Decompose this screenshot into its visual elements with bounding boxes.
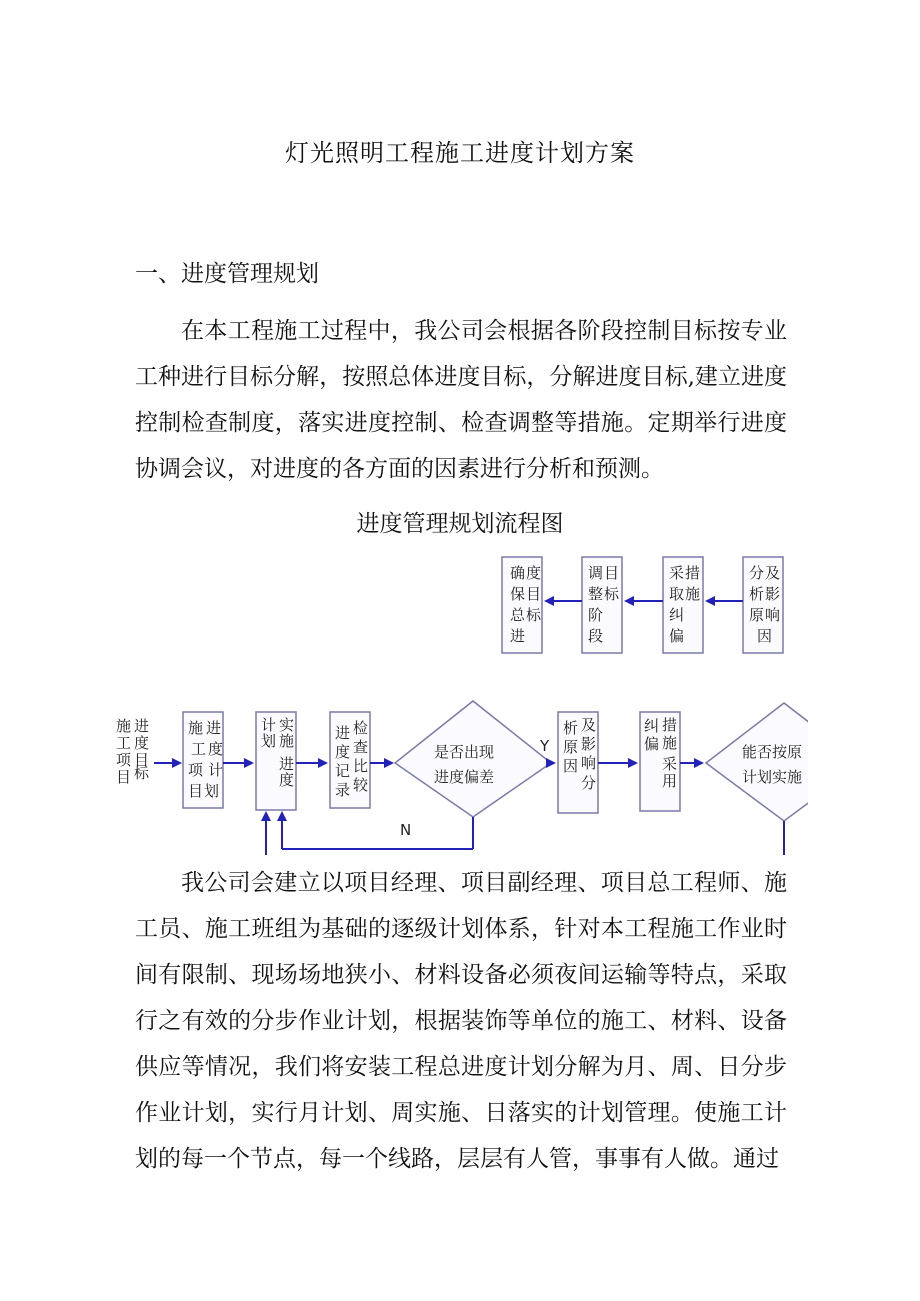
box-analyze-char-6: 响 bbox=[765, 606, 781, 624]
box-compare-char-2: 检 bbox=[353, 719, 369, 737]
box-implement-char-1: 计 bbox=[261, 716, 277, 734]
start-char-3: 工 bbox=[116, 734, 132, 752]
document-title: 灯光照明工程施工进度计划方案 bbox=[285, 139, 635, 167]
box-analyze2-char-6: 响 bbox=[581, 754, 597, 772]
box-analyze-char-3: 析 bbox=[749, 585, 765, 603]
diamond-plan-line-2: 计划实施 bbox=[742, 768, 803, 786]
box-ensure-char-4: 目 bbox=[526, 585, 542, 603]
box-target-char-8: 划 bbox=[204, 782, 220, 800]
box-measures-char-4: 施 bbox=[685, 585, 701, 603]
paragraph-intro: 在本工程施工过程中，我公司会根据各阶段控制目标按专业工种进行目标分解，按照总体进度目标，分解进度目标,建立进度控制检查制度，落实进度控制、检查调整等措施。定期举行进度协调会议，对进度的各方面的因素进行分析和预测。 bbox=[135, 318, 787, 482]
box-adjust-char-2: 目 bbox=[604, 564, 620, 582]
box-correct-char-3: 偏 bbox=[644, 735, 660, 753]
box-correct-char-2: 措 bbox=[662, 716, 678, 734]
box-measures-char-1: 采 bbox=[669, 564, 685, 582]
box-analyze2-char-4: 影 bbox=[581, 735, 597, 753]
diamond-deviation-line-2: 进度偏差 bbox=[434, 768, 495, 786]
box-measures-char-2: 措 bbox=[685, 564, 701, 582]
box-adjust-char-4: 标 bbox=[604, 585, 620, 603]
start-char-7: 目 bbox=[116, 768, 132, 786]
box-adjust-char-5: 阶 bbox=[588, 606, 604, 624]
box-adjust-char-3: 整 bbox=[588, 585, 604, 603]
start-char-2: 进 bbox=[134, 717, 150, 735]
box-ensure-char-2: 度 bbox=[526, 564, 542, 582]
start-char-8: 标 bbox=[134, 764, 150, 782]
box-analyze2-char-3: 原 bbox=[563, 738, 579, 756]
box-ensure-char-3: 保 bbox=[510, 585, 526, 603]
box-compare-char-7: 录 bbox=[335, 781, 351, 799]
box-implement-char-3: 划 bbox=[261, 732, 277, 750]
box-implement-char-2: 实 bbox=[279, 716, 295, 734]
box-compare-char-4: 查 bbox=[353, 738, 369, 756]
start-char-4: 度 bbox=[134, 734, 150, 752]
box-analyze-char-4: 影 bbox=[765, 585, 781, 603]
box-analyze-char-1: 分 bbox=[749, 564, 765, 582]
box-ensure-char-6: 标 bbox=[526, 606, 542, 624]
box-analyze-char-7: 因 bbox=[757, 627, 773, 645]
figure-crop-edge bbox=[808, 685, 810, 855]
start-char-6: 目 bbox=[134, 751, 150, 769]
box-compare-char-6: 比 bbox=[353, 757, 369, 775]
box-analyze2-char-2: 及 bbox=[581, 716, 597, 734]
box-measures-char-6: 偏 bbox=[669, 627, 685, 645]
box-target-char-1: 施 bbox=[188, 719, 204, 737]
box-correct-char-6: 用 bbox=[662, 772, 678, 790]
box-compare-char-5: 记 bbox=[335, 762, 351, 780]
box-ensure-char-1: 确 bbox=[510, 564, 526, 582]
box-ensure-char-7: 进 bbox=[510, 627, 526, 645]
box-implement-char-6: 度 bbox=[279, 771, 295, 789]
figure-caption: 进度管理规划流程图 bbox=[356, 511, 564, 537]
box-analyze-char-2: 及 bbox=[765, 564, 781, 582]
start-char-1: 施 bbox=[116, 717, 132, 735]
box-target-char-5: 项 bbox=[188, 761, 204, 779]
box-correct-char-5: 采 bbox=[662, 755, 678, 773]
box-target-char-2: 进 bbox=[206, 719, 222, 737]
box-analyze2-char-7: 分 bbox=[581, 774, 597, 792]
box-correct-char-4: 施 bbox=[662, 734, 678, 752]
box-compare-char-8: 较 bbox=[353, 776, 369, 794]
diamond-plan-line-1: 能否按原 bbox=[742, 743, 803, 761]
box-correct-char-1: 纠 bbox=[644, 717, 660, 735]
box-compare-char-1: 进 bbox=[335, 724, 351, 742]
box-implement-char-5: 进 bbox=[279, 755, 295, 773]
progress-flowchart bbox=[110, 545, 810, 855]
box-target-char-4: 度 bbox=[208, 740, 224, 758]
box-measures-char-3: 取 bbox=[669, 585, 685, 603]
box-analyze2-char-1: 析 bbox=[563, 719, 579, 737]
box-compare-char-3: 度 bbox=[335, 743, 351, 761]
section-heading: 一、进度管理规划 bbox=[135, 261, 319, 287]
box-measures-char-5: 纠 bbox=[669, 606, 685, 624]
box-implement-char-4: 施 bbox=[279, 732, 295, 750]
box-analyze2-char-5: 因 bbox=[563, 757, 579, 775]
box-ensure-char-5: 总 bbox=[510, 606, 526, 624]
diamond-deviation-line-1: 是否出现 bbox=[434, 743, 495, 761]
box-adjust-char-1: 调 bbox=[588, 564, 604, 582]
box-target-char-3: 工 bbox=[191, 740, 207, 758]
start-label-project-target bbox=[116, 717, 150, 786]
box-target-char-6: 计 bbox=[208, 761, 224, 779]
paragraph-plan-system: 我公司会建立以项目经理、项目副经理、项目总工程师、施工员、施工班组为基础的逐级计划体系，针对本工程施工作业时间有限制、现场场地狭小、材料设备必须夜间运输等特点，采取行之有效的分步作业计划，根据装饰等单位的施工、材料、设备供应等情况，我们将安装工程总进度计划分解为月、周、日分步作业计划，实行月计划、周实施、日落实的计划管理。使施工计划的每一个节点，每一个线路，层层有人管，事事有人做。通过 bbox=[135, 870, 787, 1172]
box-target-char-7: 目 bbox=[188, 782, 204, 800]
box-analyze-char-5: 原 bbox=[749, 606, 765, 624]
diamond-follow-original-plan bbox=[706, 703, 810, 821]
label-no: N bbox=[400, 821, 412, 839]
box-adjust-char-6: 段 bbox=[588, 627, 604, 645]
label-yes: Y bbox=[540, 737, 550, 755]
start-char-5: 项 bbox=[116, 751, 132, 769]
